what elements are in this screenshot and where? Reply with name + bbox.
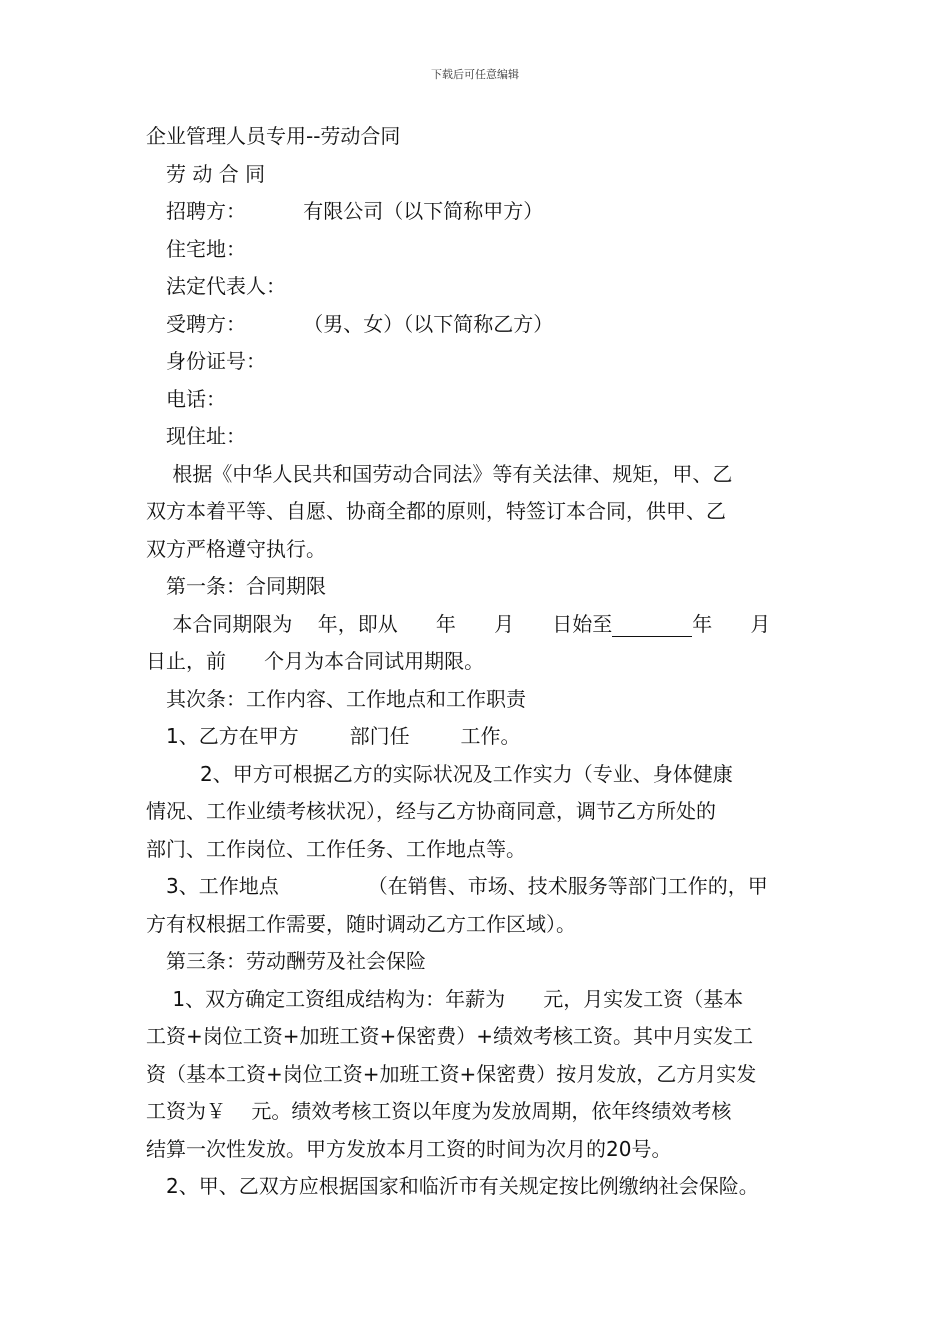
- article-1-line-1: [146, 606, 822, 644]
- article-3-title: 第三条：劳动酬劳及社会保险: [166, 949, 426, 973]
- article-2-item-2-line-3: 部门、工作岗位、工作任务、工作地点等。: [146, 836, 526, 861]
- legal-rep-line: 法定代表人：: [166, 274, 286, 298]
- id-number-line: 身份证号：: [166, 349, 266, 373]
- article-2-item-1: 1、乙方在甲方 部门任 工作。: [166, 724, 521, 748]
- address-line: 现住址：: [166, 424, 246, 448]
- article-1-title: 第一条：合同期限: [166, 574, 326, 598]
- article-1-line-2: 日止，前 个月为本合同试用期限。: [146, 649, 485, 673]
- article-3-item-1-line-2: 工资+岗位工资+加班工资+保密费）+绩效考核工资。其中月实发工: [146, 1024, 754, 1048]
- contract-heading: 劳 动 合 同: [166, 161, 266, 186]
- employee-line: 受聘方： （男、女）（以下简称乙方）: [166, 311, 554, 336]
- preamble-line-1: 根据《中华人民共和国劳动合同法》等有关法律、规矩，甲、乙: [166, 461, 733, 486]
- preamble-line-2: 双方本着平等、自愿、协商全都的原则，特签订本合同，供甲、乙: [146, 499, 726, 523]
- residence-line: 住宅地：: [166, 236, 246, 261]
- article-3-item-1-line-3: 资（基本工资+岗位工资+加班工资+保密费）按月发放，乙方月实发: [146, 1061, 757, 1086]
- article-1-text-a: 本合同期限为 年，即从 年 月 日始至: [166, 611, 613, 636]
- article-3-item-1-line-1: 1、双方确定工资组成结构为：年薪为 元，月实发工资（基本: [166, 986, 744, 1011]
- employer-line: 招聘方： 有限公司（以下简称甲方）: [166, 199, 544, 223]
- document-title: 企业管理人员专用--劳动合同: [146, 124, 401, 148]
- contract-body: [146, 118, 822, 1206]
- preamble-line-3: 双方严格遵守执行。: [146, 536, 326, 561]
- article-2-item-2-line-1: 2、甲方可根据乙方的实际状况及工作实力（专业、身体健康: [200, 761, 733, 786]
- page-header-note: 下载后可任意编辑: [431, 68, 519, 81]
- article-2-item-3-line-2: 方有权根据工作需要，随时调动乙方工作区域）。: [146, 911, 576, 936]
- article-2-item-3-line-1: 3、工作地点 （在销售、市场、技术服务等部门工作的，甲: [166, 874, 768, 898]
- article-3-item-1-line-5: 结算一次性发放。甲方发放本月工资的时间为次月的20号。: [146, 1136, 672, 1161]
- phone-line: 电话：: [166, 386, 226, 411]
- article-3-item-1-line-4: 工资为￥ 元。绩效考核工资以年度为发放周期，依年终绩效考核: [146, 1099, 732, 1123]
- article-2-item-2-line-2: 情况、工作业绩考核状况），经与乙方协商同意，调节乙方所处的: [146, 799, 716, 823]
- article-3-item-2: 2、甲、乙双方应根据国家和临沂市有关规定按比例缴纳社会保险。: [166, 1174, 759, 1198]
- article-1-text-b: 年 月: [692, 611, 771, 636]
- article-1-blank: [612, 612, 692, 637]
- article-2-title: 其次条：工作内容、工作地点和工作职责: [166, 686, 526, 711]
